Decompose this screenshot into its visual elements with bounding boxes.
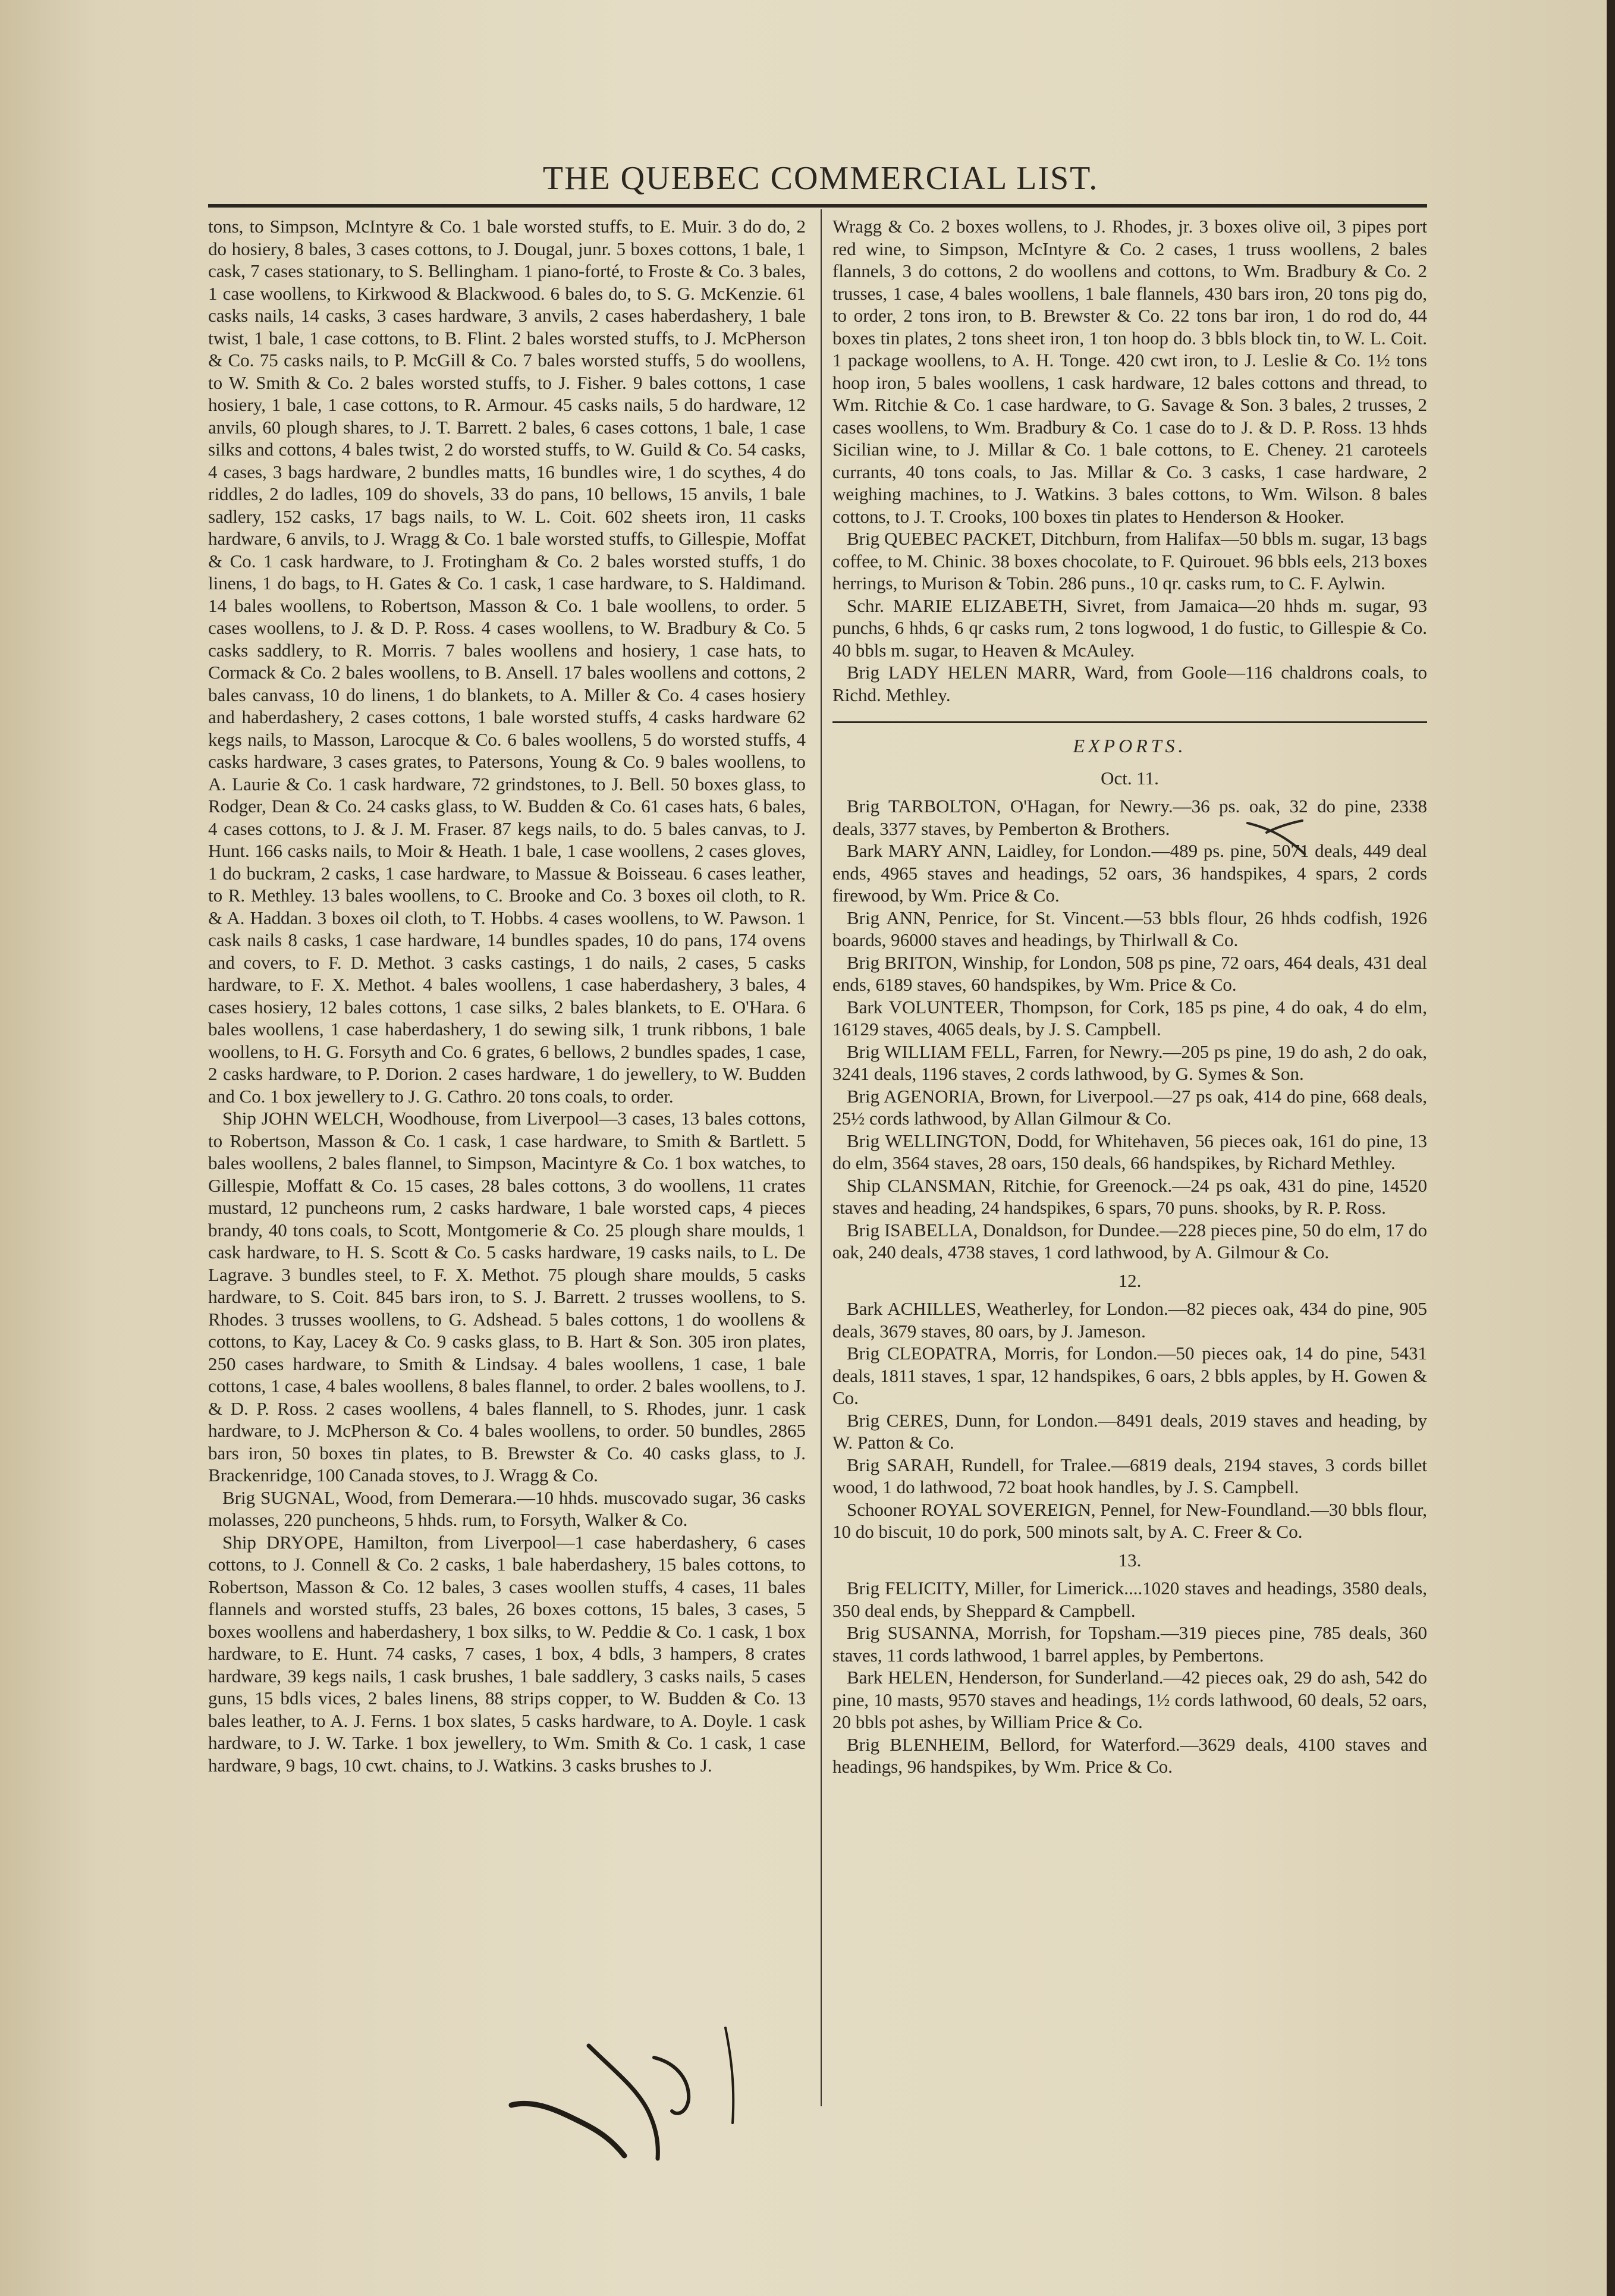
export-entry: Bark ACHILLES, Weatherley, for London.—82 pieces oak, 434 do pine, 905 deals, 3679 staves, 80 oars, by J. Jameson. (832, 1298, 1427, 1342)
imports-continued-paragraph: tons, to Simpson, McIntyre & Co. 1 bale worsted stuffs, to E. Muir. 3 do do, 2 do hosiery, 8 bales, 3 cases cottons, to J. Dougal, junr. 5 boxes cottons, 1 bale, 1 cask, 7 cases stationary, to S. Bellingham. 1 piano-forté, to Froste & Co. 3 bales, 1 case woollens, to Kirkwood & Blackwood. 6 bales do, to S. G. McKenzie. 61 casks nails, 14 casks, 3 cases hardware, 3 anvils, 2 cases haberdashery, 1 bale twist, 1 bale, 1 case cottons, to B. Flint. 2 bales worsted stuffs, to J. McPherson & Co. 75 casks nails, to P. McGill & Co. 7 bales worsted stuffs, 5 do woollens, to W. Smith & Co. 2 bales worsted stuffs, to J. Fisher. 9 bales cottons, 1 case hosiery, 1 bale, 1 case cottons, to R. Armour. 45 casks nails, 5 do hardware, 12 anvils, 60 plough shares, to J. T. Barrett. 2 bales, 6 cases cottons, 1 bale, 1 case silks and cottons, 4 bales twist, 2 do worsted stuffs, to W. Guild & Co. 54 casks, 4 cases, 3 bags hardware, 2 bundles matts, 16 bundles wire, 1 do scythes, 4 do riddles, 2 do ladles, 109 do shovels, 33 do pans, 10 bellows, 15 anvils, 1 bale sadlery, 152 casks, 17 bags nails, to W. L. Coit. 602 sheets iron, 11 casks hardware, 6 anvils, to J. Wragg & Co. 1 bale worsted stuffs, to Gillespie, Moffat & Co. 1 cask hardware, to J. Frotingham & Co. 2 bales worsted stuffs, 1 do linens, 1 do bags, to H. Gates & Co. 1 cask, 1 case hardware, to S. Haldimand. 14 bales woollens, to Robertson, Masson & Co. 1 bale woollens, to order. 5 cases woollens, to J. & D. P. Ross. 4 cases woollens, to W. Bradbury & Co. 5 casks saddlery, to R. Morris. 7 bales woollens and hosiery, 1 case hats, to Cormack & Co. 2 bales woollens, to B. Ansell. 17 bales woollens and cottons, 2 bales canvass, 10 do linens, 1 do blankets, to A. Miller & Co. 4 cases hosiery and haberdashery, 2 cases cottons, 1 bale worsted stuffs, 4 casks hardware 62 kegs nails, to Masson, Larocque & Co. 6 bales woollens, 5 do worsted stuffs, 4 casks hardware, 3 cases grates, to Patersons, Young & Co. 9 bales woollens, to A. Laurie & Co. 1 cask hardware, 72 grindstones, to J. Bell. 50 boxes glass, to Rodger, Dean & Co. 24 casks glass, to W. Budden & Co. 61 cases hats, 6 bales, 4 cases cottons, to J. & J. M. Fraser. 87 kegs nails, to do. 5 bales canvas, to J. Hunt. 166 casks nails, to Moir & Heath. 1 bale, 1 case woollens, 2 cases gloves, 1 do buckram, 2 casks, 1 case hardware, to Massue & Boisseau. 6 cases leather, to R. Methley. 13 bales woollens, to C. Brooke and Co. 3 boxes oil cloth, to R. & A. Haddan. 3 boxes oil cloth, to T. Hobbs. 4 cases woollens, to W. Pawson. 1 cask nails 8 casks, 1 case hardware, 14 bundles spades, 10 do pans, 174 ovens and covers, to F. D. Methot. 3 casks castings, 1 do nails, 2 cases, 5 casks hardware, to F. X. Methot. 4 bales woollens, 1 case haberdashery, 3 bales, 4 cases hosiery, 12 bales cottons, 1 case silks, 2 bales blankets, to E. O'Hara. 6 bales woollens, 1 case haberdashery, 1 do sewing silk, 1 trunk ribbons, 1 bale woollens, to H. G. Forsyth and Co. 6 grates, 6 bellows, 2 bundles spades, 1 case, 2 casks hardware, to P. Dorion. 2 cases hardware, 1 do jewellery, to W. Budden and Co. 1 box jewellery to J. G. Cathro. 20 tons coals, to order. (208, 216, 806, 1107)
export-entry: Brig FELICITY, Miller, for Limerick....1020 staves and headings, 3580 deals, 350 deal ends, by Sheppard & Campbell. (832, 1578, 1427, 1621)
export-entry: Brig SARAH, Rundell, for Tralee.—6819 deals, 2194 staves, 3 cords billet wood, 1 do lathwood, 72 boat hook handles, by J. S. Campbell. (832, 1454, 1427, 1497)
export-entry: Bark VOLUNTEER, Thompson, for Cork, 185 ps pine, 4 do oak, 4 do elm, 16129 staves, 4065 deals, by J. S. Campbell. (832, 996, 1427, 1039)
section-rule (832, 721, 1427, 723)
import-entry-sugnal: Brig SUGNAL, Wood, from Demerara.—10 hhds. muscovado sugar, 36 casks molasses, 220 puncheons, 5 hhds. rum, to Forsyth, Walker & Co. (208, 1487, 806, 1530)
export-entry: Brig AGENORIA, Brown, for Liverpool.—27 ps oak, 414 do pine, 668 deals, 25½ cords lathwood, by Allan Gilmour & Co. (832, 1085, 1427, 1129)
page-edge-shadow (1607, 0, 1615, 2296)
date-heading-13: 13. (1118, 1549, 1142, 1571)
column-divider (821, 209, 822, 2106)
right-column (832, 215, 1427, 1778)
import-entry-marie-elizabeth: Schr. MARIE ELIZABETH, Sivret, from Jamaica—20 hhds m. sugar, 93 punchs, 6 hhds, 6 qr casks rum, 2 tons logwood, 1 do fustic, to Gillespie & Co. 40 bbls m. sugar, to Heaven & McAuley. (832, 595, 1427, 661)
ink-flourish-mark (1243, 815, 1314, 862)
export-entry: Brig BLENHEIM, Bellord, for Waterford.—3629 deals, 4100 staves and headings, 96 handspikes, by Wm. Price & Co. (832, 1733, 1427, 1777)
export-entry: Ship CLANSMAN, Ritchie, for Greenock.—24 ps oak, 431 do pine, 14520 staves and heading, 24 handspikes, 6 spars, 70 puns. shooks, by R. P. Ross. (832, 1174, 1427, 1218)
import-entry-dryope: Ship DRYOPE, Hamilton, from Liverpool—1 case haberdashery, 6 cases cottons, to J. Connell & Co. 2 casks, 1 bale haberdashery, 15 bales cottons, to Robertson, Masson & Co. 12 bales, 3 cases woollen stuffs, 4 cases, 11 bales flannels and worsted stuffs, 23 bales, 26 boxes cottons, 15 bales, 3 cases, 5 boxes woollens and haberdashery, 1 box silks, to W. Peddie & Co. 1 cask, 1 box hardware, to E. Hunt. 74 casks, 7 cases, 1 box, 4 bdls, 3 hampers, 8 crates hardware, 39 kegs nails, 1 cask brushes, 1 bale saddlery, 3 casks nails, 5 cases guns, 15 bdls vices, 2 bales linens, 88 strips copper, to W. Budden & Co. 13 bales leather, to A. J. Ferns. 1 box slates, 5 casks hardware, to A. Doyle. 1 cask hardware, to J. W. Tarke. 1 box jewellery, to Wm. Smith & Co. 1 cask, 1 case hardware, 9 bags, 10 cwt. chains, to J. Watkins. 3 casks brushes to J. (208, 1531, 806, 1776)
import-entry-dryope-continued: Wragg & Co. 2 boxes wollens, to J. Rhodes, jr. 3 boxes olive oil, 3 pipes port red wine, to Simpson, McIntyre & Co. 2 cases, 1 truss woollens, 2 bales flannels, 3 do cottons, 2 do woollens and cottons, to Wm. Bradbury & Co. 2 trusses, 1 case, 4 bales woollens, 1 bale flannels, 430 bars iron, 20 tons pig do, to order, 2 tons iron, to B. Brewster & Co. 22 tons bar iron, 1 do rod do, 44 boxes tin plates, 2 tons sheet iron, 1 ton hoop do. 3 bbls block tin, to W. L. Coit. 1 package woollens, to A. H. Tonge. 420 cwt iron, to J. Leslie & Co. 1½ tons hoop iron, 5 bales woollens, 1 cask hardware, 12 bales cottons and thread, to Wm. Ritchie & Co. 1 case hardware, to G. Savage & Son. 3 bales, 2 trusses, 2 cases woollens, to Wm. Bradbury & Co. 1 case do to J. & D. P. Ross. 13 hhds Sicilian wine, to J. Millar & Co. 1 bale cottons, to E. Cheney. 21 caroteels currants, 40 tons coals, to Jas. Millar & Co. 3 casks, 1 case hardware, 2 weighing machines, to J. Watkins. 3 bales cottons, to Wm. Wilson. 8 bales cottons, to J. T. Crooks, 100 boxes tin plates to Henderson & Hooker. (832, 216, 1427, 527)
page-title: THE QUEBEC COMMERCIAL LIST. (542, 160, 1099, 197)
title-rule (208, 204, 1427, 208)
export-entry: Brig BRITON, Winship, for London, 508 ps pine, 72 oars, 464 deals, 431 deal ends, 6189 staves, 60 handspikes, by Wm. Price & Co. (832, 951, 1427, 995)
import-entry-john-welch: Ship JOHN WELCH, Woodhouse, from Liverpool—3 cases, 13 bales cottons, to Robertson, Masson & Co. 1 cask, 1 case hardware, to Smith & Bartlett. 5 bales woollens, 2 bales flannel, to Simpson, Macintyre & Co. 1 box watches, to Gillespie, Moffatt & Co. 15 cases, 28 bales cottons, 3 do woollens, 11 crates mustard, 12 puncheons rum, 2 casks hardware, 1 bale worsted caps, 4 pieces brandy, 40 tons coals, to Scott, Montgomerie & Co. 25 plough share moulds, 1 cask hardware, to H. S. Scott & Co. 5 casks hardware, 19 casks nails, to L. De Lagrave. 3 bundles steel, to F. X. Methot. 75 plough share moulds, 5 casks hardware, to S. Coit. 845 bars iron, to S. J. Barrett. 2 trusses woollens, to S. Rhodes. 3 trusses woollens, to G. Adshead. 5 bales cottons, 1 do woollens & cottons, to Kay, Lacey & Co. 9 casks glass, to B. Hart & Son. 305 iron plates, 250 cases hardware, to Smith & Lindsay. 4 bales woollens, 1 case, 1 bale cottons, 1 case, 4 bales woollens, 8 bales flannel, to order. 2 bales woollens, to J. & D. P. Ross. 2 cases woollens, 4 bales flannell, to S. Rhodes, junr. 1 cask hardware, to J. McPherson & Co. 4 bales woollens, to order. 50 bundles, 2865 bars iron, 50 boxes tin plates, to B. Brewster & Co. 40 casks glass, to J. Brackenridge, 100 Canada stoves, to J. Wragg & Co. (208, 1108, 806, 1485)
export-entry: Brig CERES, Dunn, for London.—8491 deals, 2019 staves and heading, by W. Patton & Co. (832, 1409, 1427, 1453)
left-column (208, 215, 806, 1776)
date-heading-oct-11: Oct. 11. (1101, 767, 1159, 789)
export-entry: Brig SUSANNA, Morrish, for Topsham.—319 pieces pine, 785 deals, 360 staves, 11 cords lathwood, 1 barrel apples, by Pembertons. (832, 1622, 1427, 1666)
export-entry: Brig CLEOPATRA, Morris, for London.—50 pieces oak, 14 do pine, 5431 deals, 1811 staves, 1 spar, 12 handspikes, 6 oars, 2 bbls apples, by H. Gowen & Co. (832, 1343, 1427, 1408)
export-entry: Brig WILLIAM FELL, Farren, for Newry.—205 ps pine, 19 do ash, 2 do oak, 3241 deals, 1196 staves, 2 cords lathwood, by G. Symes & Son. (832, 1041, 1427, 1084)
export-entry: Schooner ROYAL SOVEREIGN, Pennel, for New-Foundland.—30 bbls flour, 10 do biscuit, 10 do pork, 500 minots salt, by A. C. Freer & Co. (832, 1499, 1427, 1542)
date-heading-12: 12. (1118, 1270, 1142, 1291)
export-entry: Brig TARBOLTON, O'Hagan, for Newry.—36 ps. oak, 32 do pine, 2338 deals, 3377 staves, by Pemberton & Brothers. (832, 796, 1427, 839)
export-entry: Brig WELLINGTON, Dodd, for Whitehaven, 56 pieces oak, 161 do pine, 13 do elm, 3564 staves, 28 oars, 150 deals, 66 handspikes, by Richard Methley. (832, 1130, 1427, 1173)
import-entry-quebec-packet: Brig QUEBEC PACKET, Ditchburn, from Halifax—50 bbls m. sugar, 13 bags coffee, to M. Chinic. 38 boxes chocolate, to F. Quirouet. 96 bbls eels, 213 boxes herrings, to Murison & Tobin. 286 puns., 10 qr. casks rum, to C. F. Aylwin. (832, 528, 1427, 593)
export-entry: Brig ISABELLA, Donaldson, for Dundee.—228 pieces pine, 50 do elm, 17 do oak, 240 deals, 4738 staves, 1 cord lathwood, by A. Gilmour & Co. (832, 1219, 1427, 1262)
exports-heading: EXPORTS. (1073, 735, 1187, 756)
ink-scribble-mark (499, 2022, 785, 2176)
export-entry: Bark HELEN, Henderson, for Sunderland.—42 pieces oak, 29 do ash, 542 do pine, 10 masts, 9570 staves and headings, 1½ cords lathwood, 60 deals, 52 oars, 20 bbls pot ashes, by William Price & Co. (832, 1667, 1427, 1732)
export-entry: Brig ANN, Penrice, for St. Vincent.—53 bbls flour, 26 hhds codfish, 1926 boards, 96000 staves and headings, by Thirlwall & Co. (832, 907, 1427, 950)
import-entry-lady-helen-marr: Brig LADY HELEN MARR, Ward, from Goole—116 chaldrons coals, to Richd. Methley. (832, 662, 1427, 705)
export-entry: Bark MARY ANN, Laidley, for London.—489 ps. pine, 5071 deals, 449 deal ends, 4965 staves and headings, 52 oars, 36 handspikes, 4 spars, 2 cords firewood, by Wm. Price & Co. (832, 840, 1427, 906)
